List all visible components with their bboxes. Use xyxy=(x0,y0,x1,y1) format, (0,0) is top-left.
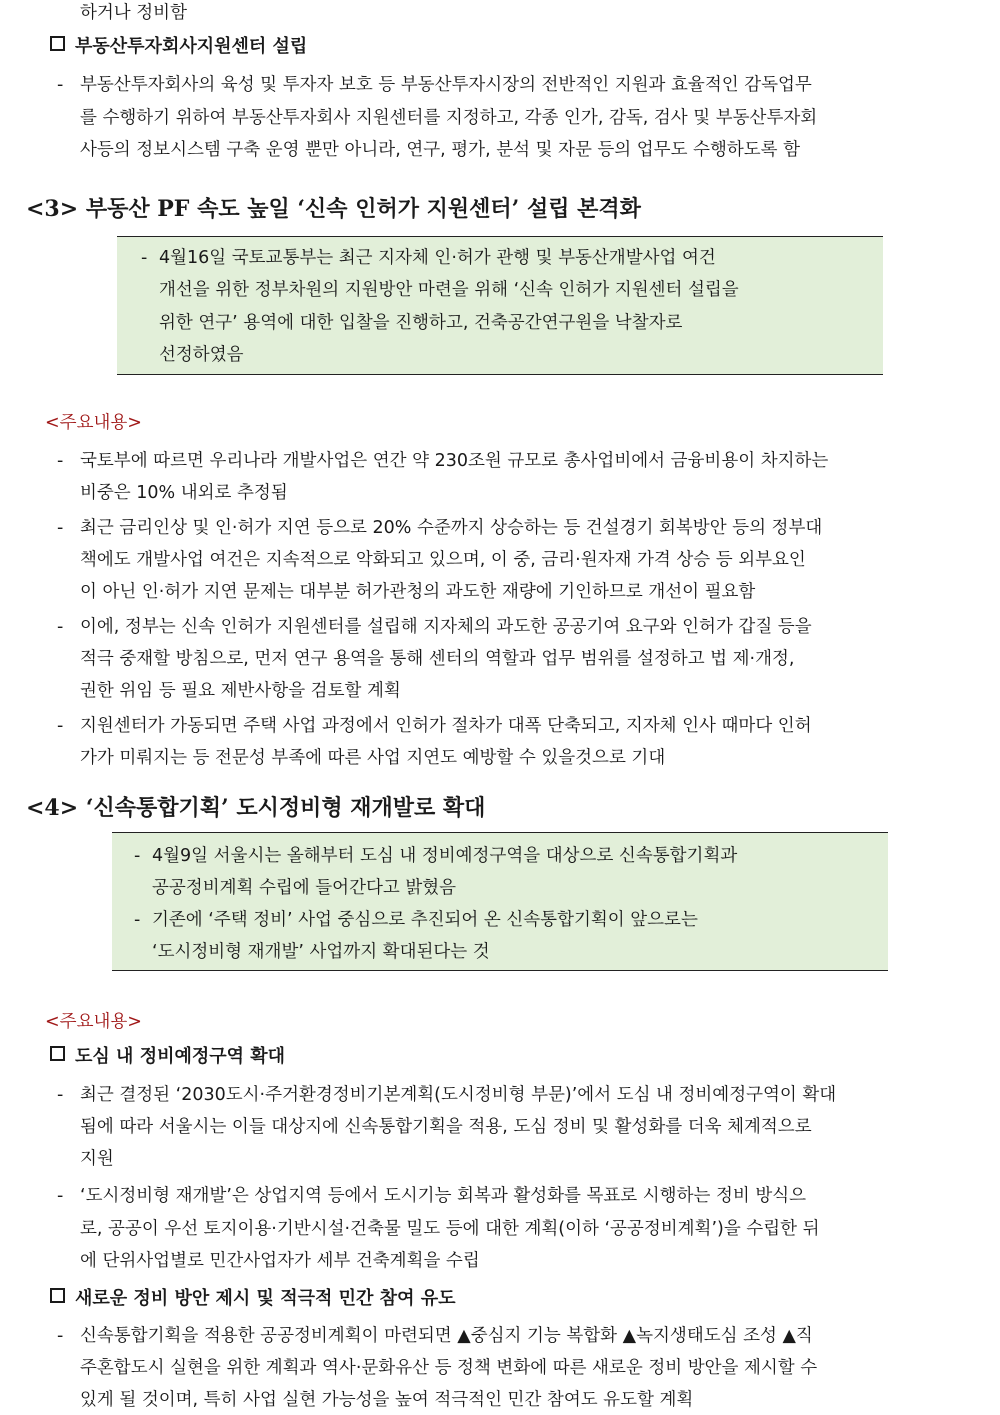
s4-sub1-bullet-1-line-2: 됨에 따라 서울시는 이들 대상지에 신속통합기획을 적용, 도심 정비 및 활성화를 더욱 체계적으로 xyxy=(80,1117,812,1137)
section-a-line-3: 사등의 정보시스템 구축 운영 뿐만 아니라, 연구, 평가, 분석 및 자문 등의 업무도 수행하도록 함 xyxy=(80,140,801,160)
bullet-dash: - xyxy=(57,1186,64,1206)
section-4-summary-box xyxy=(112,832,888,971)
s3-bullet-3-line-2: 적극 중재할 방침으로, 먼저 연구 용역을 통해 센터의 역할과 업무 범위를 설정하고 법 제·개정, xyxy=(80,649,795,669)
bullet-dash: - xyxy=(134,910,141,930)
s3-bullet-1-line-1: 국토부에 따르면 우리나라 개발사업은 연간 약 230조원 규모로 총사업비에서 금융비용이 차지하는 xyxy=(80,451,829,471)
s3-bullet-3-line-1: 이에, 정부는 신속 인허가 지원센터를 설립해 지자체의 과도한 공공기여 요구와 인허가 갑질 등을 xyxy=(80,617,812,637)
continuation-text: 하거나 정비함 xyxy=(80,3,187,23)
s4-sub1-bullet-1-line-1: 최근 결정된 ‘2030도시·주거환경정비기본계획(도시정비형 부문)’에서 도심 내 정비예정구역이 확대 xyxy=(80,1085,837,1105)
s3-bullet-4-line-2: 가가 미뤄지는 등 전문성 부족에 따른 사업 지연도 예방할 수 있을것으로 기대 xyxy=(80,748,666,768)
key-content-label: <주요내용> xyxy=(45,1012,142,1032)
bullet-dash: - xyxy=(57,716,64,736)
s3-bullet-2-line-3: 이 아닌 인·허가 지연 문제는 대부분 허가관청의 과도한 재량에 기인하므로 개선이 필요함 xyxy=(80,582,756,602)
bullet-dash: - xyxy=(57,1326,64,1346)
bullet-dash: - xyxy=(134,846,141,866)
bullet-dash: - xyxy=(57,75,64,95)
s4-sub2-bullet-1-line-1: 신속통합기획을 적용한 공공정비계획이 마련되면 ▲중심지 기능 복합화 ▲녹지생태도심 조성 ▲직 xyxy=(80,1326,813,1346)
s3-bullet-4-line-1: 지원센터가 가동되면 주택 사업 과정에서 인허가 절차가 대폭 단축되고, 지자체 인사 때마다 인허 xyxy=(80,716,812,736)
s4-summary-2-line-2: ‘도시정비형 재개발’ 사업까지 확대된다는 것 xyxy=(152,942,490,962)
bullet-dash: - xyxy=(141,248,148,268)
key-content-label: <주요내용> xyxy=(45,413,142,433)
section-4-sub1-heading: 도심 내 정비예정구역 확대 xyxy=(50,1042,285,1072)
section-3-summary-box xyxy=(117,236,883,375)
section-a-heading: 부동산투자회사지원센터 설립 xyxy=(50,32,307,62)
section-a-line-2: 를 수행하기 위하여 부동산투자회사 지원센터를 지정하고, 각종 인가, 감독, 검사 및 부동산투자회 xyxy=(80,108,818,128)
s4-sub1-bullet-2-line-2: 로, 공공이 우선 토지이용·기반시설·건축물 밀도 등에 대한 계획(이하 ‘공공정비계획’)을 수립한 뒤 xyxy=(80,1219,820,1239)
summary-line-3: 위한 연구’ 용역에 대한 입찰을 진행하고, 건축공간연구원을 낙찰자로 xyxy=(159,313,683,333)
summary-line-1: 4월16일 국토교통부는 최근 지자체 인·허가 관행 및 부동산개발사업 여건 xyxy=(159,248,716,268)
s4-summary-1-line-1: 4월9일 서울시는 올해부터 도심 내 정비예정구역을 대상으로 신속통합기획과 xyxy=(152,846,738,866)
s4-sub1-bullet-2-line-1: ‘도시정비형 재개발’은 상업지역 등에서 도시기능 회복과 활성화를 목표로 시행하는 정비 방식으 xyxy=(80,1186,807,1206)
section-4-heading: <4> ‘신속통합기획’ 도시정비형 재개발로 확대 xyxy=(26,795,486,821)
bullet-dash: - xyxy=(57,518,64,538)
s3-bullet-2-line-2: 책에도 개발사업 여건은 지속적으로 악화되고 있으며, 이 중, 금리·원자재 가격 상승 등 외부요인 xyxy=(80,550,806,570)
checkbox-square-icon xyxy=(50,1288,65,1303)
s4-sub1-bullet-1-line-3: 지원 xyxy=(80,1149,114,1169)
checkbox-square-icon xyxy=(50,1046,65,1061)
s3-bullet-1-line-2: 비중은 10% 내외로 추정됨 xyxy=(80,483,288,503)
checkbox-square-icon xyxy=(50,36,65,51)
summary-line-4: 선정하였음 xyxy=(159,345,244,365)
s3-bullet-2-line-1: 최근 금리인상 및 인·허가 지연 등으로 20% 수준까지 상승하는 등 건설경기 회복방안 등의 정부대 xyxy=(80,518,823,538)
s4-sub2-bullet-1-line-3: 있게 될 것이며, 특히 사업 실현 가능성을 높여 적극적인 민간 참여도 유도할 계획 xyxy=(80,1390,694,1410)
section-3-heading: <3> 부동산 PF 속도 높일 ‘신속 인허가 지원센터’ 설립 본격화 xyxy=(26,196,641,222)
summary-line-2: 개선을 위한 정부차원의 지원방안 마련을 위해 ‘신속 인허가 지원센터 설립을 xyxy=(159,280,739,300)
s4-summary-1-line-2: 공공정비계획 수립에 들어간다고 밝혔음 xyxy=(152,878,457,898)
section-4-sub2-heading: 새로운 정비 방안 제시 및 적극적 민간 참여 유도 xyxy=(50,1284,456,1314)
section-a-line-1: 부동산투자회사의 육성 및 투자자 보호 등 부동산투자시장의 전반적인 지원과 효율적인 감독업무 xyxy=(80,75,812,95)
bullet-dash: - xyxy=(57,1085,64,1105)
s3-bullet-3-line-3: 권한 위임 등 필요 제반사항을 검토할 계획 xyxy=(80,681,401,701)
s4-sub2-bullet-1-line-2: 주혼합도시 실현을 위한 계획과 역사·문화유산 등 정책 변화에 따른 새로운 정비 방안을 제시할 수 xyxy=(80,1358,818,1378)
bullet-dash: - xyxy=(57,617,64,637)
s4-sub1-bullet-2-line-3: 에 단위사업별로 민간사업자가 세부 건축계획을 수립 xyxy=(80,1251,480,1271)
s4-summary-2-line-1: 기존에 ‘주택 정비’ 사업 중심으로 추진되어 온 신속통합기획이 앞으로는 xyxy=(152,910,698,930)
bullet-dash: - xyxy=(57,451,64,471)
